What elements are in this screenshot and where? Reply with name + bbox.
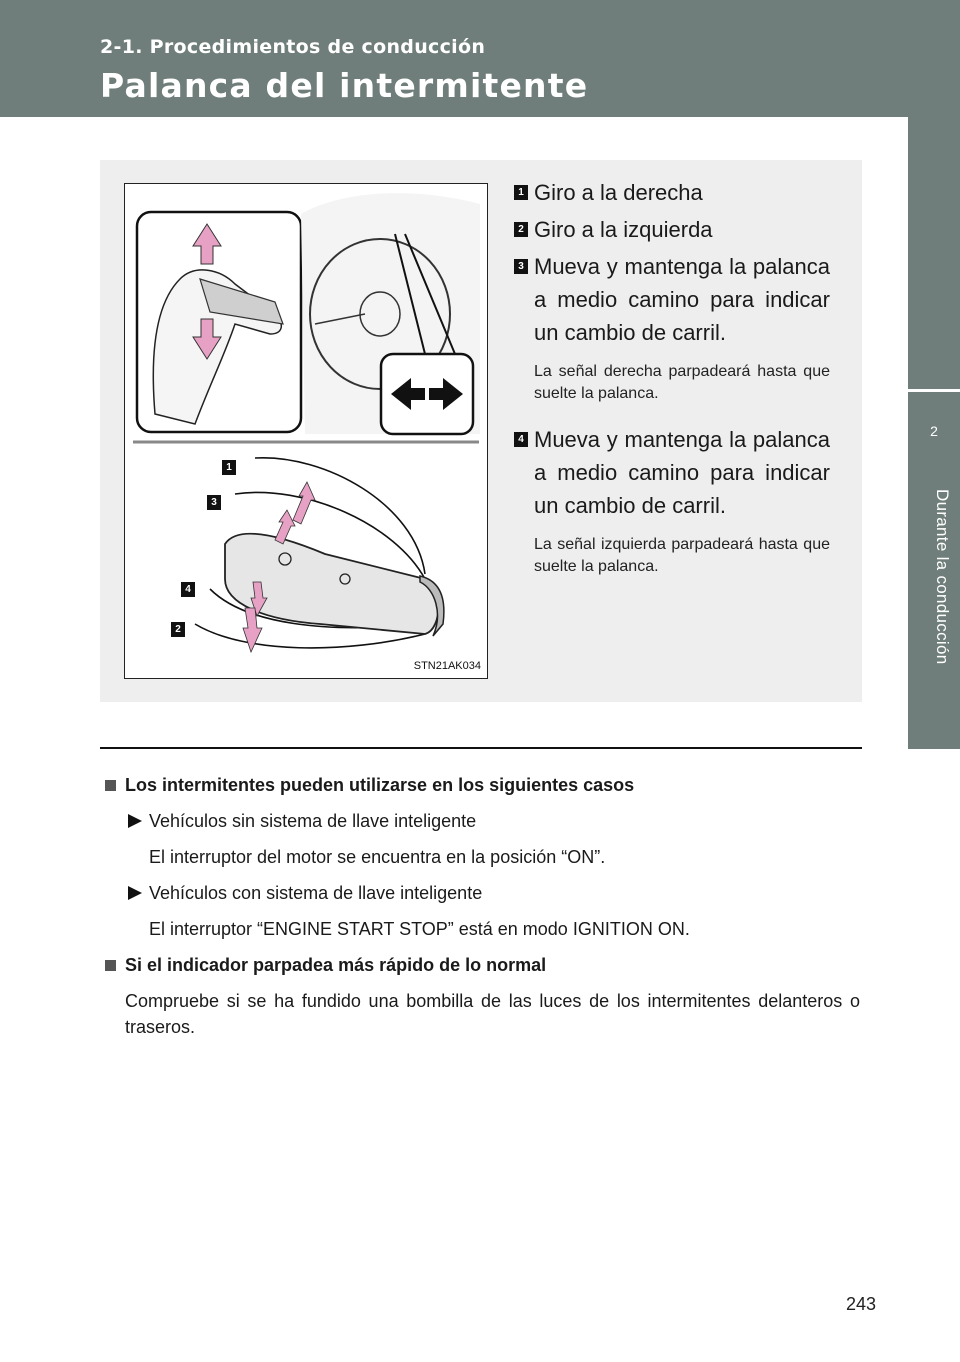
figure-code: STN21AK034	[413, 660, 481, 672]
arrow-position-3-icon	[275, 510, 295, 544]
step-2	[514, 213, 830, 246]
step-3-note: La señal derecha parpadeará hasta que suelte la palanca.	[534, 363, 830, 402]
callout-2: 2	[171, 622, 185, 637]
step-text: Mueva y mantenga la palanca a medio camino para indicar un cambio de carril.	[534, 254, 830, 345]
note-heading-2	[100, 952, 860, 978]
notes-section	[100, 772, 860, 1050]
callout-1: 1	[222, 460, 236, 475]
chapter-label: Durante la conducción	[933, 489, 952, 665]
step-list	[514, 176, 830, 596]
callout-3: 3	[207, 495, 221, 510]
note-paragraph: Compruebe si se ha fundido una bombilla de las luces de los intermitentes delanteros o traseros.	[125, 991, 860, 1037]
note-item-2	[100, 880, 860, 906]
triangle-bullet-icon	[128, 814, 142, 828]
page-number: 243	[846, 1294, 877, 1314]
step-badge: 4	[514, 432, 528, 447]
note-item-1	[100, 808, 860, 834]
step-3	[514, 250, 830, 349]
chapter-number: 2	[930, 423, 938, 439]
step-badge: 1	[514, 185, 528, 200]
step-badge: 2	[514, 222, 528, 237]
triangle-bullet-icon	[128, 886, 142, 900]
chapter-side-tab	[908, 117, 960, 1362]
step-text: Giro a la derecha	[534, 180, 703, 205]
section-divider	[100, 747, 862, 749]
side-tab-band	[908, 117, 960, 389]
page-title: Palanca del intermitente	[100, 66, 589, 105]
step-badge: 3	[514, 259, 528, 274]
note-item-1-detail: El interruptor del motor se encuentra en la posición “ON”.	[149, 847, 606, 867]
step-1	[514, 176, 830, 209]
page-header	[0, 0, 960, 117]
arrow-position-1-icon	[293, 482, 315, 524]
illustration-drawing	[125, 184, 487, 678]
note-heading-1	[100, 772, 860, 798]
step-text: Giro a la izquierda	[534, 217, 713, 242]
step-4-note: La señal izquierda parpadeará hasta que suelte la palanca.	[534, 536, 830, 575]
square-bullet-icon	[105, 960, 116, 971]
note-item-text: Vehículos sin sistema de llave inteligente	[149, 811, 477, 831]
note-heading-text: Si el indicador parpadea más rápido de lo normal	[125, 955, 547, 975]
note-heading-text: Los intermitentes pueden utilizarse en los siguientes casos	[125, 775, 635, 795]
step-text: Mueva y mantenga la palanca a medio camino para indicar un cambio de carril.	[534, 427, 830, 518]
note-item-text: Vehículos con sistema de llave inteligente	[149, 883, 483, 903]
lever-illustration	[124, 183, 488, 679]
note-item-2-detail: El interruptor “ENGINE START STOP” está en modo IGNITION ON.	[149, 919, 690, 939]
section-title: 2-1. Procedimientos de conducción	[100, 36, 486, 58]
callout-4: 4	[181, 582, 195, 597]
square-bullet-icon	[105, 780, 116, 791]
arrow-position-2-icon	[243, 608, 262, 652]
step-4	[514, 423, 830, 522]
